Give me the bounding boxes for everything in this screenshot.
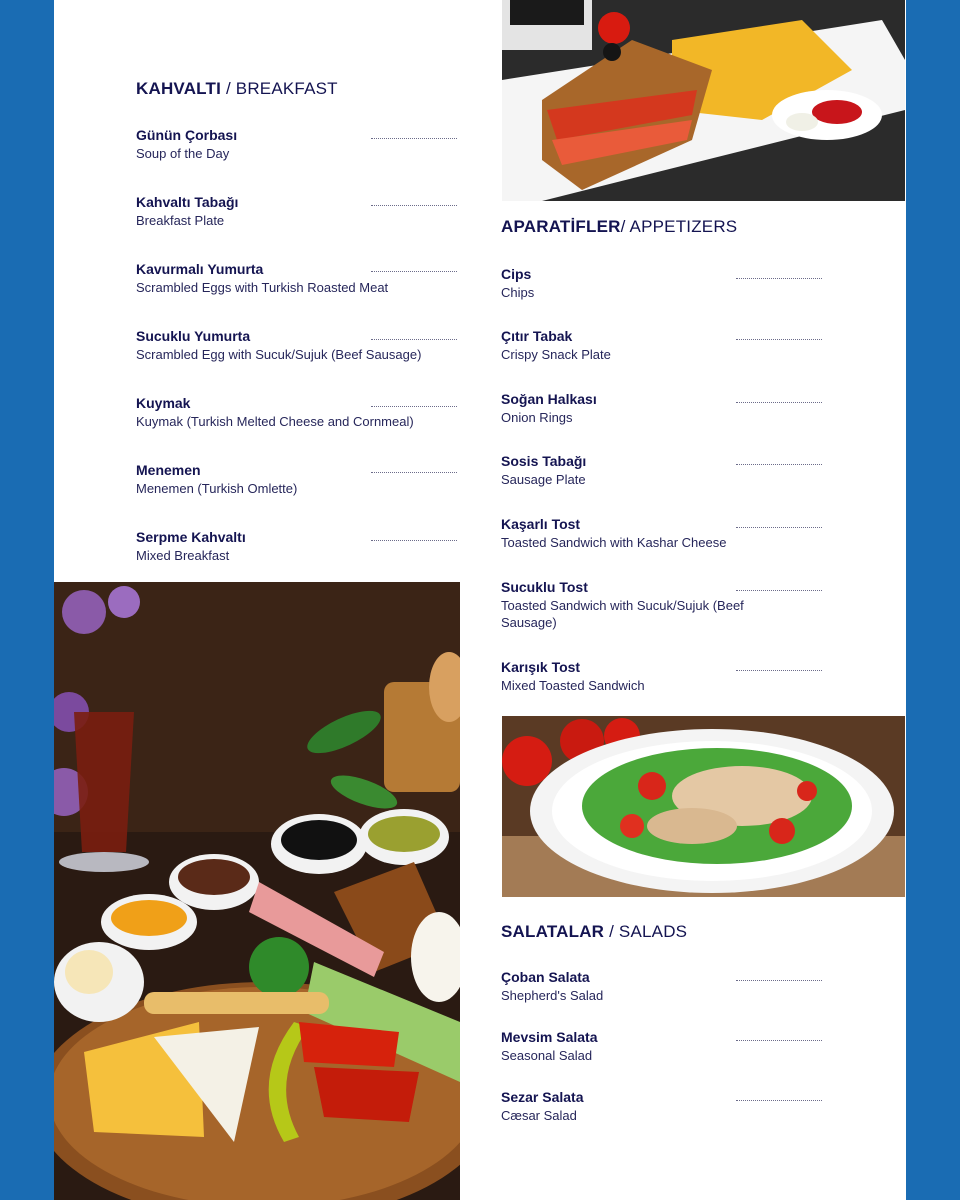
item-name: Sucuklu Tost <box>501 579 588 595</box>
price-leader-dots <box>736 1100 822 1101</box>
price-leader-dots <box>371 472 457 473</box>
item-description: Scrambled Eggs with Turkish Roasted Meat <box>136 280 389 295</box>
item-description: Cæsar Salad <box>501 1108 577 1123</box>
item-name: Sucuklu Yumurta <box>136 328 251 344</box>
breakfast-title-en: / BREAKFAST <box>221 79 338 98</box>
item-name: Sezar Salata <box>501 1089 584 1105</box>
item-name: Soğan Halkası <box>501 391 597 407</box>
item-name: Menemen <box>136 462 201 478</box>
price-leader-dots <box>736 1040 822 1041</box>
salads-title-tr: SALATALAR <box>501 922 605 941</box>
item-description: Toasted Sandwich with Sucuk/Sujuk (Beef Sausage) <box>501 598 744 630</box>
menu-item <box>136 529 466 564</box>
breakfast-section-title <box>136 79 338 99</box>
breakfast-title-tr: KAHVALTI <box>136 79 222 98</box>
menu-item <box>136 127 466 162</box>
item-name: Kuymak <box>136 395 191 411</box>
menu-item <box>136 261 466 296</box>
item-description: Scrambled Egg with Sucuk/Sujuk (Beef Sausage) <box>136 347 422 362</box>
price-leader-dots <box>371 339 457 340</box>
sandwich-photo <box>502 0 905 201</box>
price-leader-dots <box>736 464 822 465</box>
price-leader-dots <box>371 406 457 407</box>
item-description: Seasonal Salad <box>501 1048 593 1063</box>
item-name: Kaşarlı Tost <box>501 516 581 532</box>
salads-title-en: / SALADS <box>604 922 688 941</box>
price-leader-dots <box>371 271 457 272</box>
item-description: Kuymak (Turkish Melted Cheese and Cornmeal) <box>136 414 414 429</box>
price-leader-dots <box>736 339 822 340</box>
menu-item <box>136 462 466 497</box>
menu-item <box>501 969 831 1004</box>
item-description: Mixed Toasted Sandwich <box>501 678 645 693</box>
price-leader-dots <box>736 278 822 279</box>
item-description: Toasted Sandwich with Kashar Cheese <box>501 535 727 550</box>
item-name: Serpme Kahvaltı <box>136 529 246 545</box>
breakfast-photo <box>54 582 460 1200</box>
item-name: Mevsim Salata <box>501 1029 598 1045</box>
salad-photo <box>502 716 905 897</box>
price-leader-dots <box>736 980 822 981</box>
appetizers-title-en: / APPETIZERS <box>620 217 738 236</box>
price-leader-dots <box>736 670 822 671</box>
item-description: Crispy Snack Plate <box>501 347 611 362</box>
menu-item <box>501 328 831 363</box>
price-leader-dots <box>371 138 457 139</box>
item-description: Soup of the Day <box>136 146 230 161</box>
item-description: Menemen (Turkish Omlette) <box>136 481 298 496</box>
item-description: Onion Rings <box>501 410 573 425</box>
menu-item <box>136 328 466 363</box>
menu-item <box>501 391 831 426</box>
menu-item <box>501 1089 831 1124</box>
item-description: Mixed Breakfast <box>136 548 230 563</box>
item-description: Sausage Plate <box>501 472 586 487</box>
menu-item <box>501 1029 831 1064</box>
item-description: Breakfast Plate <box>136 213 225 228</box>
menu-item <box>136 194 466 229</box>
item-name: Kavurmalı Yumurta <box>136 261 264 277</box>
price-leader-dots <box>371 540 457 541</box>
item-name: Çıtır Tabak <box>501 328 573 344</box>
menu-item <box>501 516 831 551</box>
appetizers-section-title <box>501 217 737 237</box>
salads-section-title <box>501 922 687 942</box>
item-name: Sosis Tabağı <box>501 453 587 469</box>
price-leader-dots <box>736 402 822 403</box>
item-name: Kahvaltı Tabağı <box>136 194 239 210</box>
item-description: Shepherd's Salad <box>501 988 604 1003</box>
appetizers-title-tr: APARATİFLER <box>501 217 621 236</box>
item-name: Cips <box>501 266 532 282</box>
item-description: Chips <box>501 285 535 300</box>
menu-item <box>136 395 466 430</box>
item-name: Karışık Tost <box>501 659 581 675</box>
menu-page <box>54 0 906 1200</box>
menu-item <box>501 659 831 694</box>
item-name: Günün Çorbası <box>136 127 238 143</box>
price-leader-dots <box>736 590 822 591</box>
price-leader-dots <box>371 205 457 206</box>
menu-item <box>501 453 831 488</box>
menu-item <box>501 266 831 301</box>
item-name: Çoban Salata <box>501 969 590 985</box>
menu-item <box>501 579 781 631</box>
price-leader-dots <box>736 527 822 528</box>
